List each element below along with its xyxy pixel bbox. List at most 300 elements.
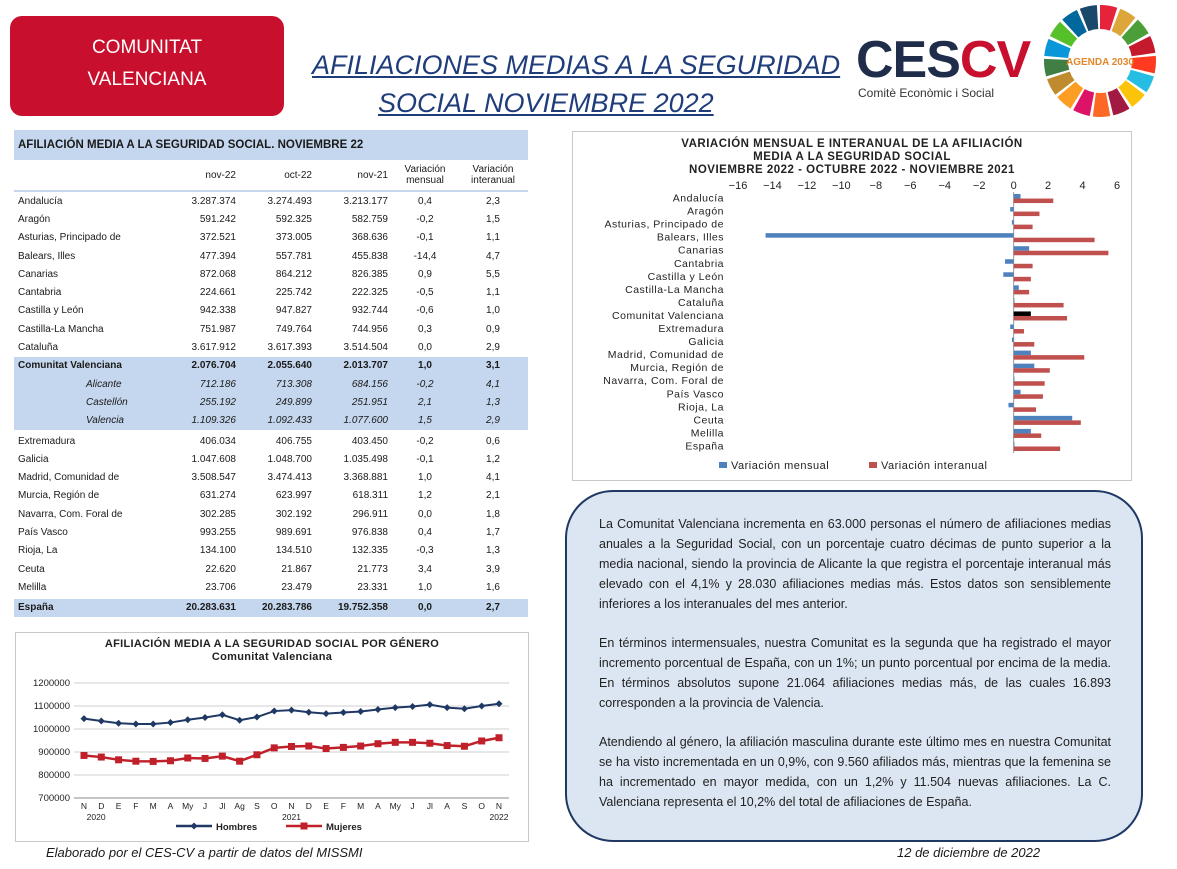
x-tick-label: My xyxy=(182,801,194,811)
cell-vi: 2,9 xyxy=(486,342,500,354)
cell-vm: -0,2 xyxy=(416,213,434,225)
cell-region: Rioja, La xyxy=(18,545,58,557)
cell-vm: -0,5 xyxy=(416,287,434,299)
bar-interanual xyxy=(1014,368,1050,373)
data-point-mujeres xyxy=(81,752,88,759)
table-row xyxy=(14,375,528,393)
cell-region: País Vasco xyxy=(18,526,68,538)
bar-mensual xyxy=(1014,429,1031,434)
cell-nov21: 826.385 xyxy=(351,268,388,280)
cell-oct22: 225.742 xyxy=(275,287,312,299)
bar-mensual xyxy=(1014,442,1015,447)
cell-oct22: 134.510 xyxy=(275,545,312,557)
data-point-hombres xyxy=(184,716,191,723)
cell-nov22: 134.100 xyxy=(199,545,236,557)
header-oct22: oct-22 xyxy=(284,169,312,181)
bar-interanual xyxy=(1014,251,1109,256)
data-point-hombres xyxy=(305,709,312,716)
cell-nov22: 993.255 xyxy=(199,526,236,538)
category-label: Asturias, Principado de xyxy=(604,218,724,231)
x-tick-label: −10 xyxy=(832,180,851,192)
data-point-hombres xyxy=(409,703,416,710)
data-point-mujeres xyxy=(98,754,105,761)
cell-vi: 4,1 xyxy=(486,472,500,484)
cell-region: Navarra, Com. Foral de xyxy=(18,508,123,520)
y-tick-label: 1100000 xyxy=(33,701,70,712)
line-chart-title-line2: Comunitat Valenciana xyxy=(211,651,333,663)
cell-vm: 1,0 xyxy=(418,472,432,484)
data-point-mujeres xyxy=(219,753,226,760)
bar-mensual xyxy=(1005,259,1014,264)
cell-oct22: 302.192 xyxy=(275,508,312,520)
cell-nov22: 1.109.326 xyxy=(164,412,240,430)
cell-nov22: 1.047.608 xyxy=(191,453,236,465)
cell-oct22: 864.212 xyxy=(275,268,312,280)
table-row xyxy=(14,468,528,486)
data-point-mujeres xyxy=(444,742,451,749)
category-label: Galicia xyxy=(688,336,724,349)
legend-label: Hombres xyxy=(216,822,258,833)
data-point-hombres xyxy=(374,706,381,713)
summary-paragraph-1: La Comunitat Valenciana incrementa en 63.000 personas el número de afiliaciones medias anuales a la Seguridad Social, con un porcentaje cuatro décimas de punto superior a la media nacional, siendo la provincia de Alicante la que registra el porcentaje interanual más elevado con el 4,1% y 28.030 afiliaciones medias más. Estos datos son sensiblemente inferiores a los interanuales del mes anterior. xyxy=(599,517,1111,611)
cell-vi: 1,7 xyxy=(486,526,500,538)
bar-mensual xyxy=(1010,325,1013,330)
header-nov22: nov-22 xyxy=(205,169,236,181)
cell-vi: 5,5 xyxy=(486,268,500,280)
bar-interanual xyxy=(1014,329,1024,334)
data-point-hombres xyxy=(340,709,347,716)
cell-nov21: 1.077.600 xyxy=(316,412,392,430)
bar-interanual xyxy=(1014,303,1064,308)
cell-oct22: 1.048.700 xyxy=(267,453,312,465)
cell-vi: 2,9 xyxy=(458,412,528,430)
cell-region: Balears, Illes xyxy=(18,250,76,262)
summary-paragraph-2: En términos intermensuales, nuestra Comunitat es la segunda que ha registrado el mayor incremento porcentual de España, con un 1%; un punto porcentual por encima de la media. En términos absolutos supone 21.064 afiliaciones medias más, de las cuales 16.893 corresponden a la provincia de Valencia. xyxy=(599,636,1111,710)
x-tick-label: D xyxy=(98,801,105,811)
cell-region: Melilla xyxy=(18,581,47,593)
agenda-2030-logo xyxy=(1030,4,1170,119)
header-nov21: nov-21 xyxy=(357,169,388,181)
cell-vi: 1,3 xyxy=(486,545,500,557)
sdg-segment xyxy=(1131,56,1156,73)
bar-chart-title-line2: MEDIA A LA SEGURIDAD SOCIAL xyxy=(753,151,951,163)
x-tick-label: N xyxy=(288,801,295,811)
data-point-hombres xyxy=(236,717,243,724)
x-tick-label: My xyxy=(389,801,401,811)
cell-nov22: 22.620 xyxy=(205,563,236,575)
bar-mensual xyxy=(1014,298,1015,303)
bar-mensual xyxy=(1010,207,1013,212)
cell-nov22: 872.068 xyxy=(199,268,236,280)
cell-oct22: 749.764 xyxy=(275,323,312,335)
bar-chart-plot xyxy=(573,132,1133,482)
cell-nov22: 3.287.374 xyxy=(191,195,236,207)
category-label: Melilla xyxy=(690,427,724,440)
page-title-line1: AFILIACIONES MEDIAS A LA SEGURIDAD xyxy=(312,50,841,80)
cell-nov22: 2.076.704 xyxy=(164,357,240,375)
table-row xyxy=(14,357,528,375)
table-row xyxy=(14,412,528,430)
cell-oct22: 947.827 xyxy=(275,305,312,317)
logo-subtitle: Comitè Econòmic i Social xyxy=(858,86,995,100)
table-row xyxy=(14,192,528,210)
cell-oct22: 623.997 xyxy=(275,490,312,502)
category-label: Comunitat Valenciana xyxy=(612,309,724,322)
cell-nov21: 222.325 xyxy=(351,287,388,299)
table-title: AFILIACIÓN MEDIA A LA SEGURIDAD SOCIAL. NOVIEMBRE 22 xyxy=(14,130,528,160)
cell-vi: 1,5 xyxy=(486,213,500,225)
data-point-mujeres xyxy=(392,739,399,746)
badge-line1: COMUNITAT xyxy=(91,37,203,58)
cell-vi: 1,1 xyxy=(486,287,500,299)
cell-region: Aragón xyxy=(18,213,51,225)
cell-region: Madrid, Comunidad de xyxy=(18,472,120,484)
x-tick-label: −2 xyxy=(972,180,986,192)
legend-label: Variación interanual xyxy=(881,460,988,472)
year-label: 2021 xyxy=(282,812,301,822)
cell-vm: -0,6 xyxy=(416,305,434,317)
x-tick-label: −14 xyxy=(763,180,782,192)
data-point-hombres xyxy=(288,707,295,714)
badge-line2: VALENCIANA xyxy=(87,69,207,90)
data-point-mujeres xyxy=(461,743,468,750)
data-point-hombres xyxy=(150,720,157,727)
data-point-mujeres xyxy=(478,737,485,744)
category-label: Murcia, Región de xyxy=(630,362,724,375)
category-label: Balears, Illes xyxy=(656,231,724,244)
cell-oct22: 1.092.433 xyxy=(240,412,316,430)
category-label: Castilla-La Mancha xyxy=(625,283,724,296)
agenda-label: AGENDA 2030 xyxy=(1066,57,1134,68)
data-point-hombres xyxy=(81,715,88,722)
category-label: Castilla y León xyxy=(647,270,724,283)
bar-interanual xyxy=(1014,212,1040,217)
bar-interanual xyxy=(1014,238,1095,243)
cell-nov21: 3.514.504 xyxy=(343,342,388,354)
cell-region: Alicante xyxy=(14,375,164,393)
y-tick-label: 900000 xyxy=(38,747,70,758)
bar-interanual xyxy=(1014,433,1042,438)
data-point-mujeres xyxy=(374,740,381,747)
table-row xyxy=(14,338,528,356)
table-row xyxy=(14,560,528,578)
cell-nov22: 631.274 xyxy=(199,490,236,502)
cell-region: Extremadura xyxy=(18,435,76,447)
table-row xyxy=(14,523,528,541)
x-tick-label: M xyxy=(357,801,365,811)
cell-nov22: 3.617.912 xyxy=(191,342,236,354)
cell-vi: 1,0 xyxy=(486,305,500,317)
cell-oct22: 592.325 xyxy=(275,213,312,225)
bar-interanual xyxy=(1014,355,1085,360)
cell-nov22: 20.283.631 xyxy=(164,599,240,617)
cell-nov22: 255.192 xyxy=(164,393,240,411)
table-row xyxy=(14,283,528,301)
category-label: Rioja, La xyxy=(678,401,724,414)
data-point-hombres xyxy=(115,720,122,727)
logo-word-accent: CV xyxy=(959,31,1031,89)
table-header-row xyxy=(14,160,528,190)
x-tick-label: A xyxy=(167,801,174,811)
cell-nov21: 744.956 xyxy=(351,323,388,335)
bar-chart-title-line3: NOVIEMBRE 2022 - OCTUBRE 2022 - NOVIEMBRE 2021 xyxy=(689,164,1015,176)
data-point-hombres xyxy=(444,704,451,711)
legend-label: Variación mensual xyxy=(731,460,830,472)
data-point-mujeres xyxy=(115,756,122,763)
cell-vm: -0,1 xyxy=(416,453,434,465)
cell-nov21: 582.759 xyxy=(351,213,388,225)
cell-nov21: 1.035.498 xyxy=(343,453,388,465)
x-tick-label: O xyxy=(270,801,278,811)
cell-vi: 1,2 xyxy=(486,453,500,465)
cell-nov22: 406.034 xyxy=(199,435,236,447)
cell-vi: 1,8 xyxy=(486,508,500,520)
header-var-mensual: Variación mensual xyxy=(404,164,446,186)
footer-date: 12 de diciembre de 2022 xyxy=(897,845,1041,860)
y-tick-label: 700000 xyxy=(38,793,70,804)
data-point-mujeres xyxy=(184,754,191,761)
year-label: 2022 xyxy=(489,812,509,822)
y-tick-label: 800000 xyxy=(38,770,70,781)
cell-region: Galicia xyxy=(18,453,49,465)
x-tick-label: O xyxy=(478,801,486,811)
bar-mensual xyxy=(1014,364,1035,369)
x-tick-label: N xyxy=(80,801,88,811)
cell-vm: 0,4 xyxy=(418,526,432,538)
bar-mensual xyxy=(1014,377,1015,382)
table-row xyxy=(14,210,528,228)
data-point-mujeres xyxy=(236,758,243,765)
data-point-mujeres xyxy=(167,757,174,764)
page-title-line2: SOCIAL NOVIEMBRE 2022 xyxy=(378,88,714,118)
data-point-mujeres xyxy=(496,734,503,741)
cell-region: Andalucía xyxy=(18,195,63,207)
legend-marker xyxy=(191,823,198,830)
cell-oct22: 3.474.413 xyxy=(267,472,312,484)
cell-vi: 2,3 xyxy=(486,195,500,207)
sdg-segment xyxy=(1093,92,1111,117)
table-body xyxy=(14,192,528,617)
affiliation-table-container xyxy=(14,130,528,617)
cell-vm: 0,4 xyxy=(418,195,432,207)
bar-mensual xyxy=(1012,338,1014,343)
data-point-mujeres xyxy=(288,743,295,750)
category-label: Aragón xyxy=(687,205,724,218)
cell-vm: 0,3 xyxy=(418,323,432,335)
cell-vm: 0,0 xyxy=(418,342,432,354)
cell-vi: 3,9 xyxy=(486,563,500,575)
cell-nov21: 684.156 xyxy=(316,375,392,393)
cell-vm: 0,0 xyxy=(418,508,432,520)
data-point-hombres xyxy=(323,710,330,717)
bar-interanual xyxy=(1014,225,1033,230)
data-point-hombres xyxy=(392,704,399,711)
bar-interanual xyxy=(1014,199,1054,204)
x-tick-label: A xyxy=(444,801,450,811)
cell-vi: 0,6 xyxy=(486,435,500,447)
x-tick-label: 6 xyxy=(1113,180,1121,192)
category-label: Andalucía xyxy=(672,192,724,205)
x-tick-label: E xyxy=(323,801,329,811)
category-label: Cantabria xyxy=(673,257,724,270)
cell-nov22: 224.661 xyxy=(199,287,236,299)
cell-oct22: 3.274.493 xyxy=(267,195,312,207)
bar-mensual xyxy=(1003,272,1013,277)
table-row xyxy=(14,450,528,468)
cell-vi: 4,7 xyxy=(486,250,500,262)
line-chart-title-line1: AFILIACIÓN MEDIA A LA SEGURIDAD SOCIAL POR GÉNERO xyxy=(104,638,440,650)
cell-oct22: 3.617.393 xyxy=(267,342,312,354)
summary-paragraph-3: Atendiendo al género, la afiliación masculina durante este último mes en nuestra Comunitat se ha visto incrementada en un 0,9%, con 9.560 afiliados más, mientras que la femenina se ha incrementado en mayor medida, con un 1,2% y 11.504 nuevas afiliaciones. La C. Valenciana representa el 10,2% del total de afiliaciones de España. xyxy=(599,735,1111,809)
table-row xyxy=(14,599,528,617)
bar-interanual xyxy=(1014,420,1081,425)
cell-nov22: 751.987 xyxy=(199,323,236,335)
line-chart-plot xyxy=(16,633,530,843)
legend-swatch xyxy=(869,462,877,468)
cell-nov21: 296.911 xyxy=(352,508,388,520)
header-var-interanual: Variación interanual xyxy=(471,164,515,186)
x-tick-label: −6 xyxy=(903,180,917,192)
cell-nov21: 23.331 xyxy=(357,581,388,593)
bar-mensual xyxy=(1008,403,1013,408)
x-tick-label: 4 xyxy=(1079,180,1086,192)
data-point-mujeres xyxy=(426,740,433,747)
x-tick-label: Ag xyxy=(234,801,245,811)
cell-nov22: 23.706 xyxy=(205,581,236,593)
bar-mensual xyxy=(766,233,1014,238)
data-point-hombres xyxy=(202,714,209,721)
summary-text-box xyxy=(565,490,1143,842)
x-tick-label: S xyxy=(461,801,468,811)
table-row xyxy=(14,265,528,283)
bar-interanual xyxy=(1014,277,1031,282)
cell-nov21: 3.368.881 xyxy=(343,472,388,484)
page-title xyxy=(300,46,845,122)
bar-interanual xyxy=(1014,264,1033,269)
logo-word-main: CES xyxy=(856,31,960,89)
x-tick-label: F xyxy=(340,801,346,811)
cell-vm: 1,5 xyxy=(392,412,458,430)
x-tick-label: −16 xyxy=(728,180,748,192)
x-tick-label: F xyxy=(133,801,139,811)
cell-region: Castilla y León xyxy=(18,305,84,317)
cell-vm: 2,1 xyxy=(392,393,458,411)
legend-marker xyxy=(301,823,308,830)
cell-region: Ceuta xyxy=(18,563,45,575)
data-point-mujeres xyxy=(253,751,260,758)
bar-interanual xyxy=(1014,316,1067,321)
header-region xyxy=(14,160,164,190)
cell-region: Valencia xyxy=(14,412,164,430)
cell-oct22: 713.308 xyxy=(240,375,316,393)
cell-oct22: 406.755 xyxy=(275,435,312,447)
cell-oct22: 557.781 xyxy=(275,250,312,262)
cell-vi: 1,3 xyxy=(458,393,528,411)
bar-mensual xyxy=(1014,390,1021,395)
x-tick-label: Jl xyxy=(426,801,433,811)
cell-nov21: 3.213.177 xyxy=(343,195,388,207)
data-point-hombres xyxy=(167,719,174,726)
cell-vm: 1,0 xyxy=(418,581,432,593)
category-label: Ceuta xyxy=(693,414,724,427)
x-tick-label: D xyxy=(305,801,312,811)
x-tick-label: 0 xyxy=(1010,180,1017,192)
data-point-mujeres xyxy=(323,745,330,752)
bar-mensual xyxy=(1014,285,1019,290)
cell-nov22: 372.521 xyxy=(199,232,236,244)
cell-region: España xyxy=(14,599,164,617)
bar-mensual xyxy=(1014,416,1073,421)
cell-region: Cataluña xyxy=(18,342,59,354)
data-point-hombres xyxy=(132,720,139,727)
gender-line-chart xyxy=(15,632,529,842)
category-label: País Vasco xyxy=(666,388,724,401)
cell-vi: 4,1 xyxy=(458,375,528,393)
cell-vm: 1,2 xyxy=(418,490,432,502)
cescv-logo xyxy=(856,31,1031,106)
cell-region: Murcia, Región de xyxy=(18,490,100,502)
legend-label: Mujeres xyxy=(326,822,362,833)
cell-region: Asturias, Principado de xyxy=(18,232,121,244)
cell-nov22: 591.242 xyxy=(199,213,236,225)
data-point-mujeres xyxy=(150,758,157,765)
cell-vm: -0,2 xyxy=(392,375,458,393)
x-tick-label: −4 xyxy=(938,180,952,192)
x-tick-label: 2 xyxy=(1045,180,1052,192)
cell-nov21: 976.838 xyxy=(351,526,388,538)
cell-vi: 3,1 xyxy=(458,357,528,375)
year-label: 2020 xyxy=(86,812,106,822)
table-row xyxy=(14,229,528,247)
category-label: Navarra, Com. Foral de xyxy=(603,375,724,388)
cell-nov21: 618.311 xyxy=(352,490,388,502)
cell-region: Castellón xyxy=(14,393,164,411)
cell-vm: 3,4 xyxy=(418,563,432,575)
table-row xyxy=(14,247,528,265)
cell-vi: 2,1 xyxy=(486,490,500,502)
table-row xyxy=(14,505,528,523)
data-point-mujeres xyxy=(202,755,209,762)
cell-oct22: 249.899 xyxy=(240,393,316,411)
cell-vm: 0,0 xyxy=(392,599,458,617)
category-label: España xyxy=(685,440,724,453)
x-tick-label: Jl xyxy=(219,801,226,811)
category-label: Cataluña xyxy=(677,296,724,309)
x-tick-label: S xyxy=(254,801,260,811)
cell-nov21: 251.951 xyxy=(316,393,392,411)
x-tick-label: M xyxy=(149,801,157,811)
legend-swatch xyxy=(719,462,727,468)
table-row xyxy=(14,432,528,450)
data-point-hombres xyxy=(219,711,226,718)
cell-vm: -0,3 xyxy=(416,545,434,557)
data-point-hombres xyxy=(271,708,278,715)
cell-nov22: 3.508.547 xyxy=(191,472,236,484)
cell-nov21: 2.013.707 xyxy=(316,357,392,375)
cell-vm: 1,0 xyxy=(392,357,458,375)
data-point-mujeres xyxy=(305,743,312,750)
bar-mensual xyxy=(1014,246,1030,251)
table-row xyxy=(14,320,528,338)
bar-mensual xyxy=(1014,351,1031,356)
data-point-hombres xyxy=(98,717,105,724)
cell-vi: 2,7 xyxy=(458,599,528,617)
category-label: Extremadura xyxy=(658,323,724,336)
y-tick-label: 1000000 xyxy=(33,724,70,735)
cell-oct22: 23.479 xyxy=(281,581,312,593)
cell-vm: 0,9 xyxy=(418,268,432,280)
cell-nov21: 455.838 xyxy=(351,250,388,262)
